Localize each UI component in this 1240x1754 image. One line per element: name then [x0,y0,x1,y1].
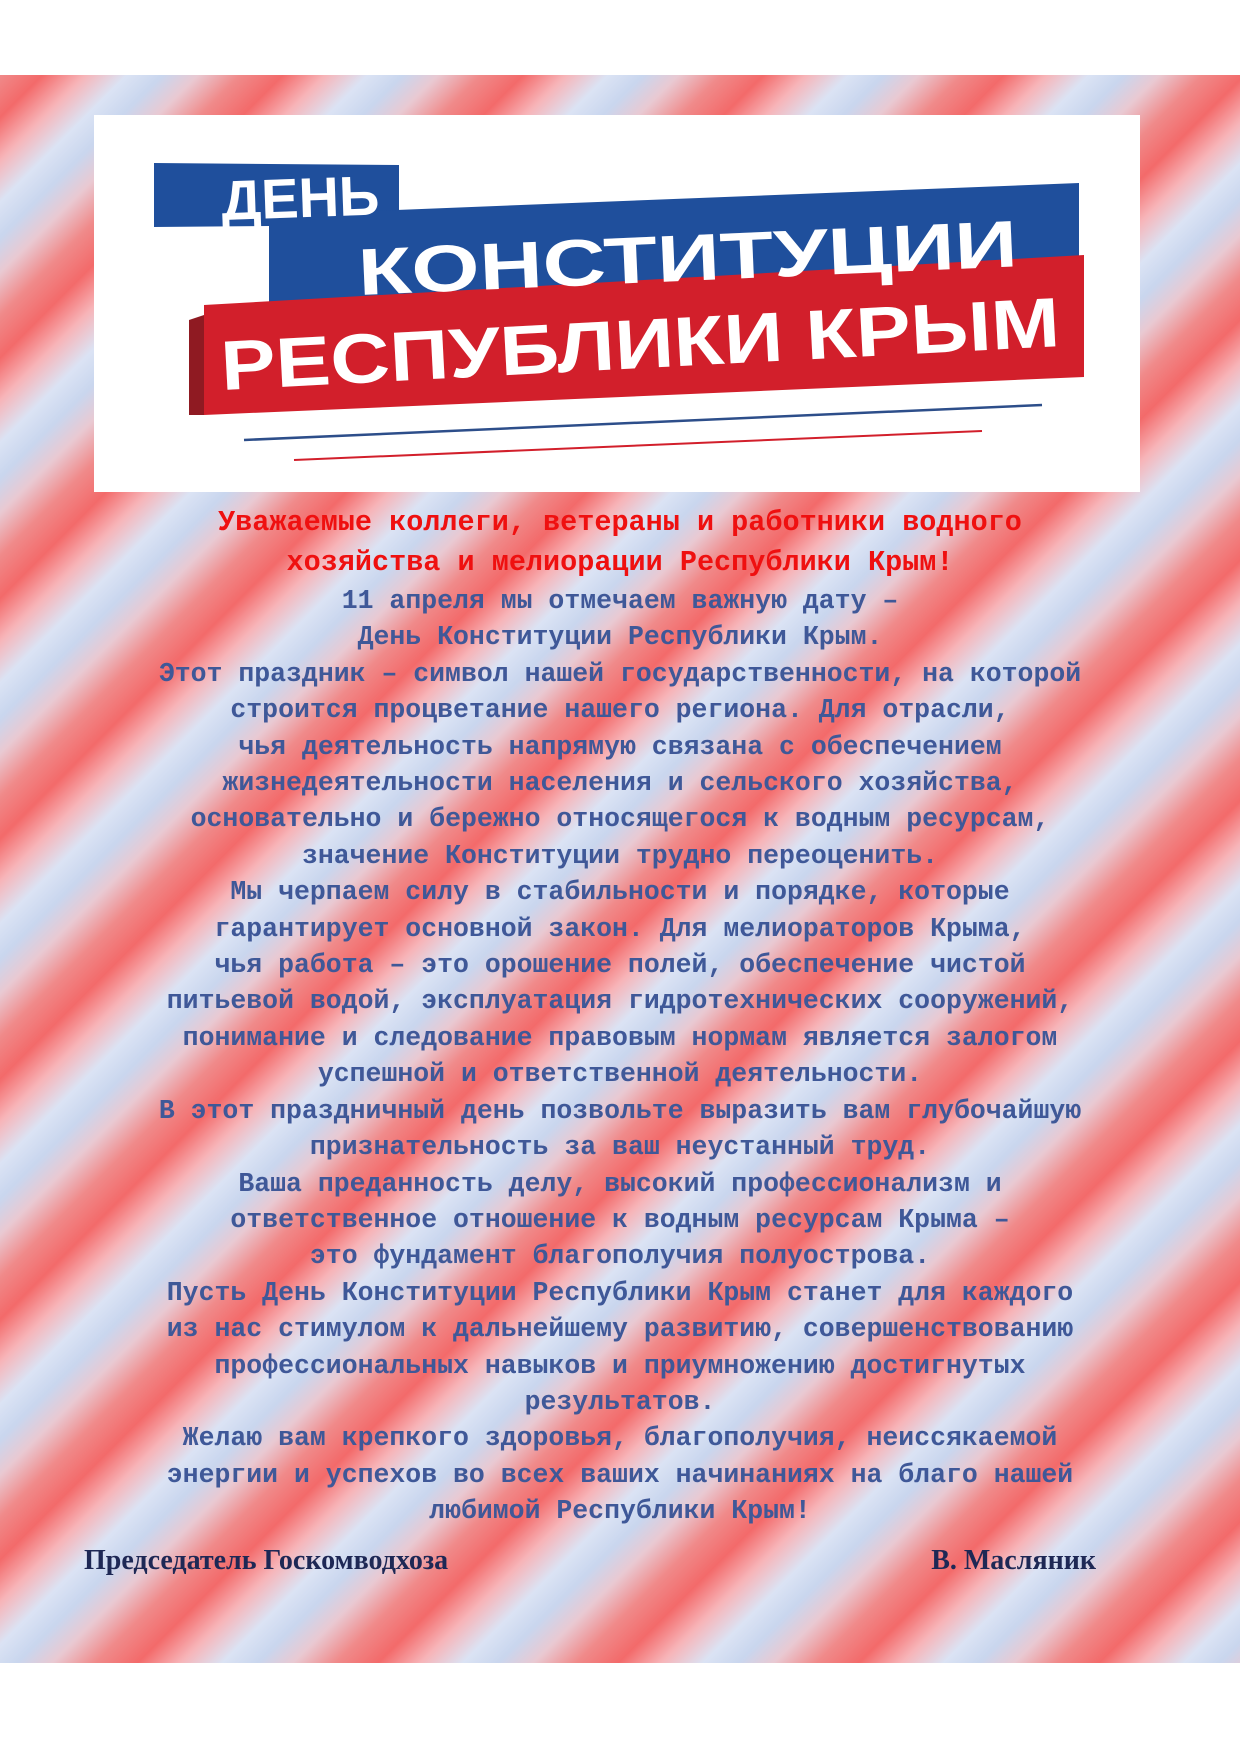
body-line: признательность за ваш неустанный труд. [309,1132,931,1163]
body-line: строится процветание нашего региона. Для отрасли, [230,695,1010,726]
body-line: 11 апреля мы отмечаем важную дату – [341,586,899,616]
body-line: Этот праздник – символ нашей государственности, на которой [158,658,1082,689]
banner-line-3: РЕСПУБЛИКИ КРЫМ [218,289,937,405]
body-line: успешной и ответственной деятельности. [317,1059,923,1090]
banner-line-2: КОНСТИТУЦИИ [356,213,857,309]
greeting-line: Уважаемые коллеги, ветераны и работники водного [218,506,1022,539]
body-line: это фундамент благополучия полуострова. [309,1241,931,1272]
holiday-banner [94,115,1140,492]
body-line: жизнедеятельности населения и сельского хозяйства, [222,768,1018,799]
banner-graphic [94,115,1140,492]
banner-line-1: ДЕНЬ [220,163,381,232]
body-line: гарантирует основной закон. Для мелиораторов Крыма, [214,913,1026,944]
signature-position: Председатель Госкомводхоза [84,1545,449,1576]
poster-background [0,75,1240,1663]
greeting-heading [40,503,1200,583]
signature-name: В. Масляник [931,1545,1096,1576]
body-line: чья деятельность напрямую связана с обеспечением [238,731,1002,762]
body-line: основательно и бережно относящегося к водным ресурсам, [190,804,1050,835]
body-line: Пусть День Конституции Республики Крым станет для каждого [166,1277,1074,1308]
body-line: из нас стимулом к дальнейшему развитию, совершенствованию [166,1314,1074,1345]
body-line: профессиональных навыков и приумножению достигнутых [214,1350,1026,1381]
body-line: значение Конституции трудно переоценить. [301,840,939,871]
message-body [40,583,1200,1530]
body-line: питьевой водой, эксплуатация гидротехнических сооружений, [166,986,1074,1017]
body-line: понимание и следование правовым нормам является залогом [182,1022,1058,1053]
greeting-line: хозяйства и мелиорации Республики Крым! [286,546,954,579]
body-line: Ваша преданность делу, высокий профессионализм и [238,1168,1002,1199]
red-ribbon-fold [189,315,204,415]
body-line: любимой Республики Крым! [429,1496,811,1527]
body-line: Мы черпаем силу в стабильности и порядке, которые [230,877,1010,908]
body-line: энергии и успехов во всех ваших начинаниях на благо нашей [166,1459,1074,1490]
body-line: ответственное отношение к водным ресурсам Крыма – [230,1204,1010,1235]
body-line: День Конституции Республики Крым. [357,622,883,653]
banner-underline-red [294,431,982,460]
banner-underline-blue [244,405,1042,440]
body-line: результатов. [524,1386,716,1417]
body-line: Желаю вам крепкого здоровья, благополучия, неиссякаемой [182,1423,1058,1454]
body-line: чья работа – это орошение полей, обеспечение чистой [214,950,1026,981]
body-line: В этот праздничный день позвольте выразить вам глубочайшую [158,1095,1082,1126]
